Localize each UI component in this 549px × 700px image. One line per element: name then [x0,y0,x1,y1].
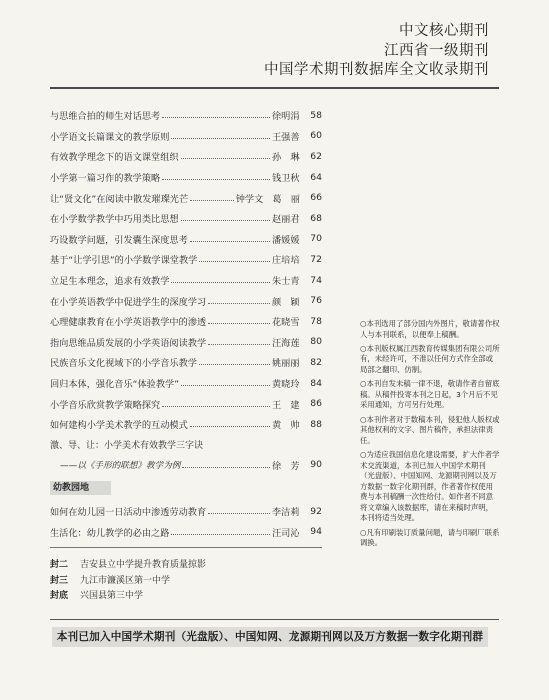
toc-title: 指向思维品质发展的小学英语阅读教学 [50,337,207,349]
toc-title: 巧设数学问题，引发囊生深度思考 [50,234,188,246]
toc-title: 心理健康教育在小学英语教学中的渗透 [50,317,207,329]
leader-dots [181,157,270,159]
cover-text: 九江市濂溪区第一中学 [80,575,171,586]
cover-text: 兴国县第三中学 [80,591,144,602]
section-contents [50,501,322,542]
toc-author: 庄培培 [272,255,300,267]
toc-title: 生活化：幼儿教学的必由之路 [50,527,170,539]
leader-dots [162,405,270,407]
toc-author: 黄晓玲 [272,379,300,391]
toc-title: 与思维合拍的师生对话思考 [50,111,161,123]
toc-entry[interactable] [50,187,322,208]
bottom-divider [50,619,499,620]
toc-title: 基于“让学引思”的小学数学课堂教学 [50,255,198,267]
cover-item [50,587,322,603]
toc-page: 64 [310,171,322,183]
toc-title: 在小学英语教学中促进学生的深度学习 [50,296,207,308]
toc-entry[interactable] [50,455,322,476]
toc-entry[interactable] [50,270,322,291]
toc-subtitle: ——以《手形的联想》教学为例 [60,460,181,471]
toc-entry[interactable] [50,414,322,435]
toc-author: 汪司沁 [272,527,300,539]
toc-title: 有效教学理念下的语文课堂组织 [50,152,179,164]
toc-entry[interactable] [50,373,322,394]
toc-entry[interactable] [50,311,322,332]
toc-page: 92 [310,505,322,517]
toc-entry[interactable] [50,229,322,250]
cover-item [50,556,322,572]
toc-author: 颜 颖 [272,296,300,308]
section-label: 幼教园地 [50,481,111,495]
note: ○为适应我国信息化建设需要，扩大作者学术交流渠道，本刊已加入中国学术期刊（光盘版）、中国知网、龙源期刊网以及万方数据一数字化期刊群，作者著作权使用费与本刊稿酬一次性给付。如作者不同意将文章编入该数据库，请在来稿时声明，本刊将适当处理。 [360,449,500,523]
indexing-banner: 本刊已加入中国学术期刊（光盘版）、中国知网、龙源期刊网以及万方数据一数字化期刊群 [52,627,488,647]
toc-page: 90 [310,459,322,471]
toc-entry[interactable] [50,501,322,522]
leader-dots [208,302,270,304]
toc-page: 80 [310,336,322,348]
toc-page: 84 [310,377,322,389]
toc-page: 74 [310,274,322,286]
toc-author: 王强善 [272,131,300,143]
leader-dots [181,219,270,221]
cover-divider [50,547,322,548]
toc-title: 如何建构小学美术教学的互动模式 [50,420,188,432]
toc-page: 72 [310,253,322,265]
toc-page: 78 [310,315,322,327]
leader-dots [171,533,270,535]
cover-label: 封三 [50,575,69,586]
toc-title: 回归本体，强化音乐“体验教学” [50,379,179,391]
toc-page: 82 [310,356,322,368]
note: ○本刊版权属江西教育传媒集团有限公司所有，未经许可，不准以任何方式作全部或局部之翻印、仿制。 [360,343,500,374]
leader-dots [208,322,270,324]
toc-entry[interactable] [50,290,322,311]
toc-page: 58 [310,109,322,121]
leader-dots [199,363,270,365]
toc-author: 钟学文 葛 丽 [235,193,300,205]
toc-page: 66 [310,192,322,204]
toc-page: 62 [310,150,322,162]
toc-entry[interactable] [50,249,322,270]
leader-dots [162,116,270,118]
toc-author: 王 建 [272,399,300,411]
toc-title: 如何在幼儿园一日活动中渗透劳动教育 [50,507,207,519]
toc-author: 孙 琳 [272,152,300,164]
note: ○本刊自发未稿一律不退，敬请作者自留底稿。从稿件投寄本刊之日起，3个月后不见采用通知，方可另行处理。 [360,379,500,410]
toc-author: 赵丽君 [272,214,300,226]
leader-dots [208,512,270,514]
leader-dots [181,384,270,386]
toc-author: 徐明涓 [272,111,300,123]
leader-dots [199,260,270,262]
editorial-notes [360,319,500,552]
toc-author: 钱卫秋 [272,173,300,185]
leader-dots [190,425,270,427]
leader-dots [190,199,234,201]
header-line-1: 中文核心期刊 [399,23,489,39]
leader-dots [190,240,270,242]
toc-author: 姚丽丽 [272,358,300,370]
toc-entry[interactable] [50,332,322,353]
cover-text: 吉安县立中学提升教育质量掠影 [80,560,207,571]
header-line-2: 江西省一级期刊 [384,42,489,59]
toc-title: 小学音乐欣赏教学策略探究 [50,399,161,411]
leader-dots [208,343,270,345]
toc-page: 76 [310,295,322,307]
toc-entry[interactable] [50,167,322,188]
toc-page: 94 [310,526,322,538]
table-of-contents [50,105,322,475]
toc-title: 小学语文长篇课文的教学原则 [50,131,170,143]
toc-title: 小学第一篇习作的教学策略 [50,173,161,185]
cover-label: 封底 [50,591,69,602]
toc-entry[interactable] [50,105,322,126]
note: ○本刊作者对于数稿本刊，侵犯他人版权或其他权利的文字、图片稿件，承担法律责任。 [360,414,500,445]
toc-title: 让“贤文化”在阅读中散发璀璨光芒 [50,193,189,205]
note: ○本刊选用了部分国内外图片，敬请著作权人与本刊联系，以便奉上稿酬。 [360,319,500,339]
toc-author: 汪海莲 [272,337,300,349]
leader-dots [171,281,270,283]
header-divider [50,87,499,89]
toc-entry-title-line[interactable] [50,435,322,455]
toc-page: 70 [310,233,322,245]
toc-title: 在小学数学教学中巧用类比思想 [50,214,179,226]
cover-item [50,572,322,588]
toc-entry[interactable] [50,393,322,414]
leader-dots [162,178,270,180]
toc-entry[interactable] [50,208,322,229]
leader-dots [182,466,270,468]
toc-page: 88 [310,418,322,430]
toc-page: 68 [310,212,322,224]
header-line-3: 中国学术期刊数据库全文收录期刊 [264,62,489,78]
toc-title: 民族音乐文化视域下的小学音乐教学 [50,358,197,370]
toc-entry[interactable] [50,126,322,147]
leader-dots [171,137,270,139]
toc-entry[interactable] [50,522,322,543]
toc-entry[interactable] [50,352,322,373]
cover-list [50,556,322,603]
toc-title: 激、导、让：小学美术有效教学三字诀 [50,441,204,451]
journal-header [264,22,489,81]
toc-author: 花晓雪 [272,317,300,329]
toc-page: 86 [310,398,322,410]
toc-author: 朱士青 [272,276,300,288]
toc-author: 李洁莉 [272,507,300,519]
toc-author: 徐 芳 [272,460,300,472]
toc-author: 潘媛媛 [272,234,300,246]
toc-author: 黄 帅 [272,420,300,432]
toc-page: 60 [310,130,322,142]
cover-label: 封二 [50,560,69,571]
toc-title: 立足生本理念，追求有效教学 [50,276,170,288]
note: ○凡有印刷装订质量问题，请与印刷厂联系调换。 [360,527,500,548]
toc-entry[interactable] [50,146,322,167]
